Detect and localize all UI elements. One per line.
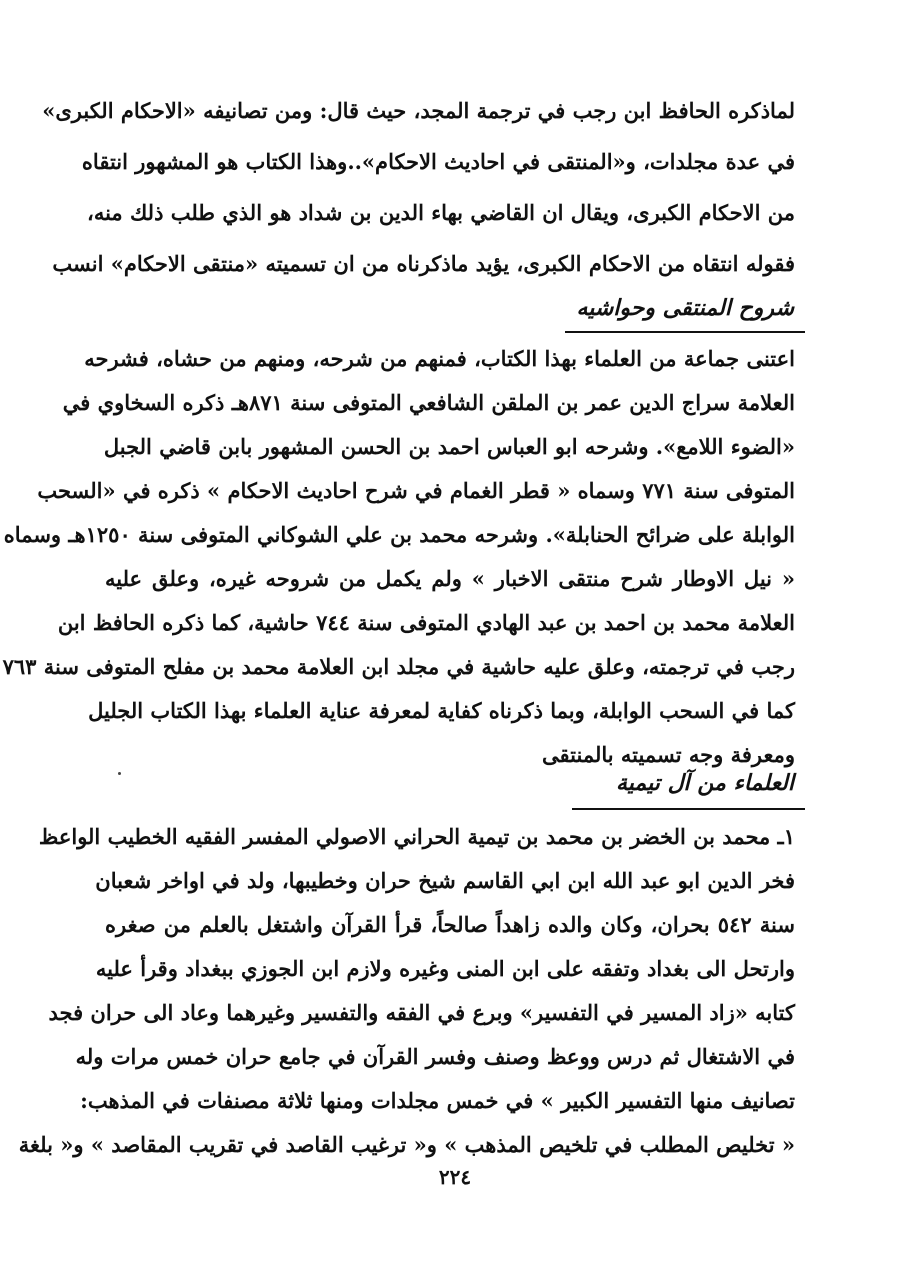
heading-underline (565, 331, 805, 333)
text-line: كما في السحب الوابلة، وبما ذكرناه كفاية لمعرفة عناية العلماء بهذا الكتاب الجليل (88, 698, 795, 723)
scan-speck (118, 772, 121, 775)
paragraph-biography (18, 824, 795, 1157)
text-line: «الضوء اللامع». وشرحه ابو العباس احمد بن الحسن المشهور بابن قاضي الجبل (103, 434, 795, 459)
text-line: الوابلة على ضرائح الحنابلة». وشرحه محمد بن علي الشوكاني المتوفى سنة ١٢٥٠هـ وسماه (3, 522, 795, 547)
text-line: ومعرفة وجه تسميته بالمنتقى (542, 742, 795, 767)
heading-underline (572, 808, 805, 810)
text-line: اعتنى جماعة من العلماء بهذا الكتاب، فمنهم من شرحه، ومنهم من حشاه، فشرحه (84, 346, 795, 371)
text-line: « تخليص المطلب في تلخيص المذهب » و« ترغيب القاصد في تقريب المقاصد » و« بلغة (18, 1132, 795, 1157)
text-line: في الاشتغال ثم درس ووعظ وصنف وفسر القرآن في جامع حران خمس مرات وله (75, 1044, 795, 1069)
page-number: ٢٢٤ (438, 1165, 472, 1189)
section-heading-commentaries: شروح المنتقى وحواشيه (576, 295, 794, 321)
text-line: لماذكره الحافظ ابن رجب في ترجمة المجد، حيث قال: ومن تصانيفه «الاحكام الكبرى» (42, 98, 795, 123)
text-line: وارتحل الى بغداد وتفقه على ابن المنى وغيره ولازم ابن الجوزي ببغداد وقرأ عليه (95, 956, 795, 981)
paragraph-intro (42, 98, 795, 276)
text-line: كتابه «زاد المسير في التفسير» وبرع في الفقه والتفسير وغيرهما وعاد الى حران فجد (48, 1000, 795, 1025)
text-line: « نيل الاوطار شرح منتقى الاخبار » ولم يكمل من شروحه غيره، وعلق عليه (105, 566, 795, 591)
text-line: فقوله انتقاه من الاحكام الكبرى، يؤيد ماذكرناه من ان تسميته «منتقى الاحكام» انسب (52, 251, 795, 276)
section-heading-scholars: العلماء من آل تيمية (616, 770, 794, 796)
text-line: العلامة محمد بن احمد بن عبد الهادي المتوفى سنة ٧٤٤ حاشية، كما ذكره الحافظ ابن (57, 610, 795, 635)
text-line: رجب في ترجمته، وعلق عليه حاشية في مجلد ابن العلامة محمد بن مفلح المتوفى سنة ٧٦٣ (2, 654, 795, 679)
text-line: ١ـ محمد بن الخضر بن محمد بن تيمية الحراني الاصولي المفسر الفقيه الخطيب الواعظ (38, 824, 795, 849)
text-line: العلامة سراج الدين عمر بن الملقن الشافعي المتوفى سنة ٨٧١هـ ذكره السخاوي في (62, 390, 795, 415)
text-line: فخر الدين ابو عبد الله ابن ابي القاسم شيخ حران وخطيبها، ولد في اواخر شعبان (95, 868, 795, 893)
paragraph-commentaries (2, 346, 795, 767)
text-line: تصانيف منها التفسير الكبير » في خمس مجلدات ومنها ثلاثة مصنفات في المذهب: (80, 1088, 795, 1113)
text-line: من الاحكام الكبرى، ويقال ان القاضي بهاء الدين بن شداد هو الذي طلب ذلك منه، (87, 200, 795, 225)
text-line: سنة ٥٤٢ بحران، وكان والده زاهداً صالحاً، قرأ القرآن واشتغل بالعلم من صغره (105, 912, 795, 937)
text-line: المتوفى سنة ٧٧١ وسماه « قطر الغمام في شرح احاديث الاحكام » ذكره في «السحب (37, 478, 795, 503)
text-line: في عدة مجلدات، و«المنتقى في احاديث الاحكام»..وهذا الكتاب هو المشهور انتقاه (81, 149, 795, 174)
